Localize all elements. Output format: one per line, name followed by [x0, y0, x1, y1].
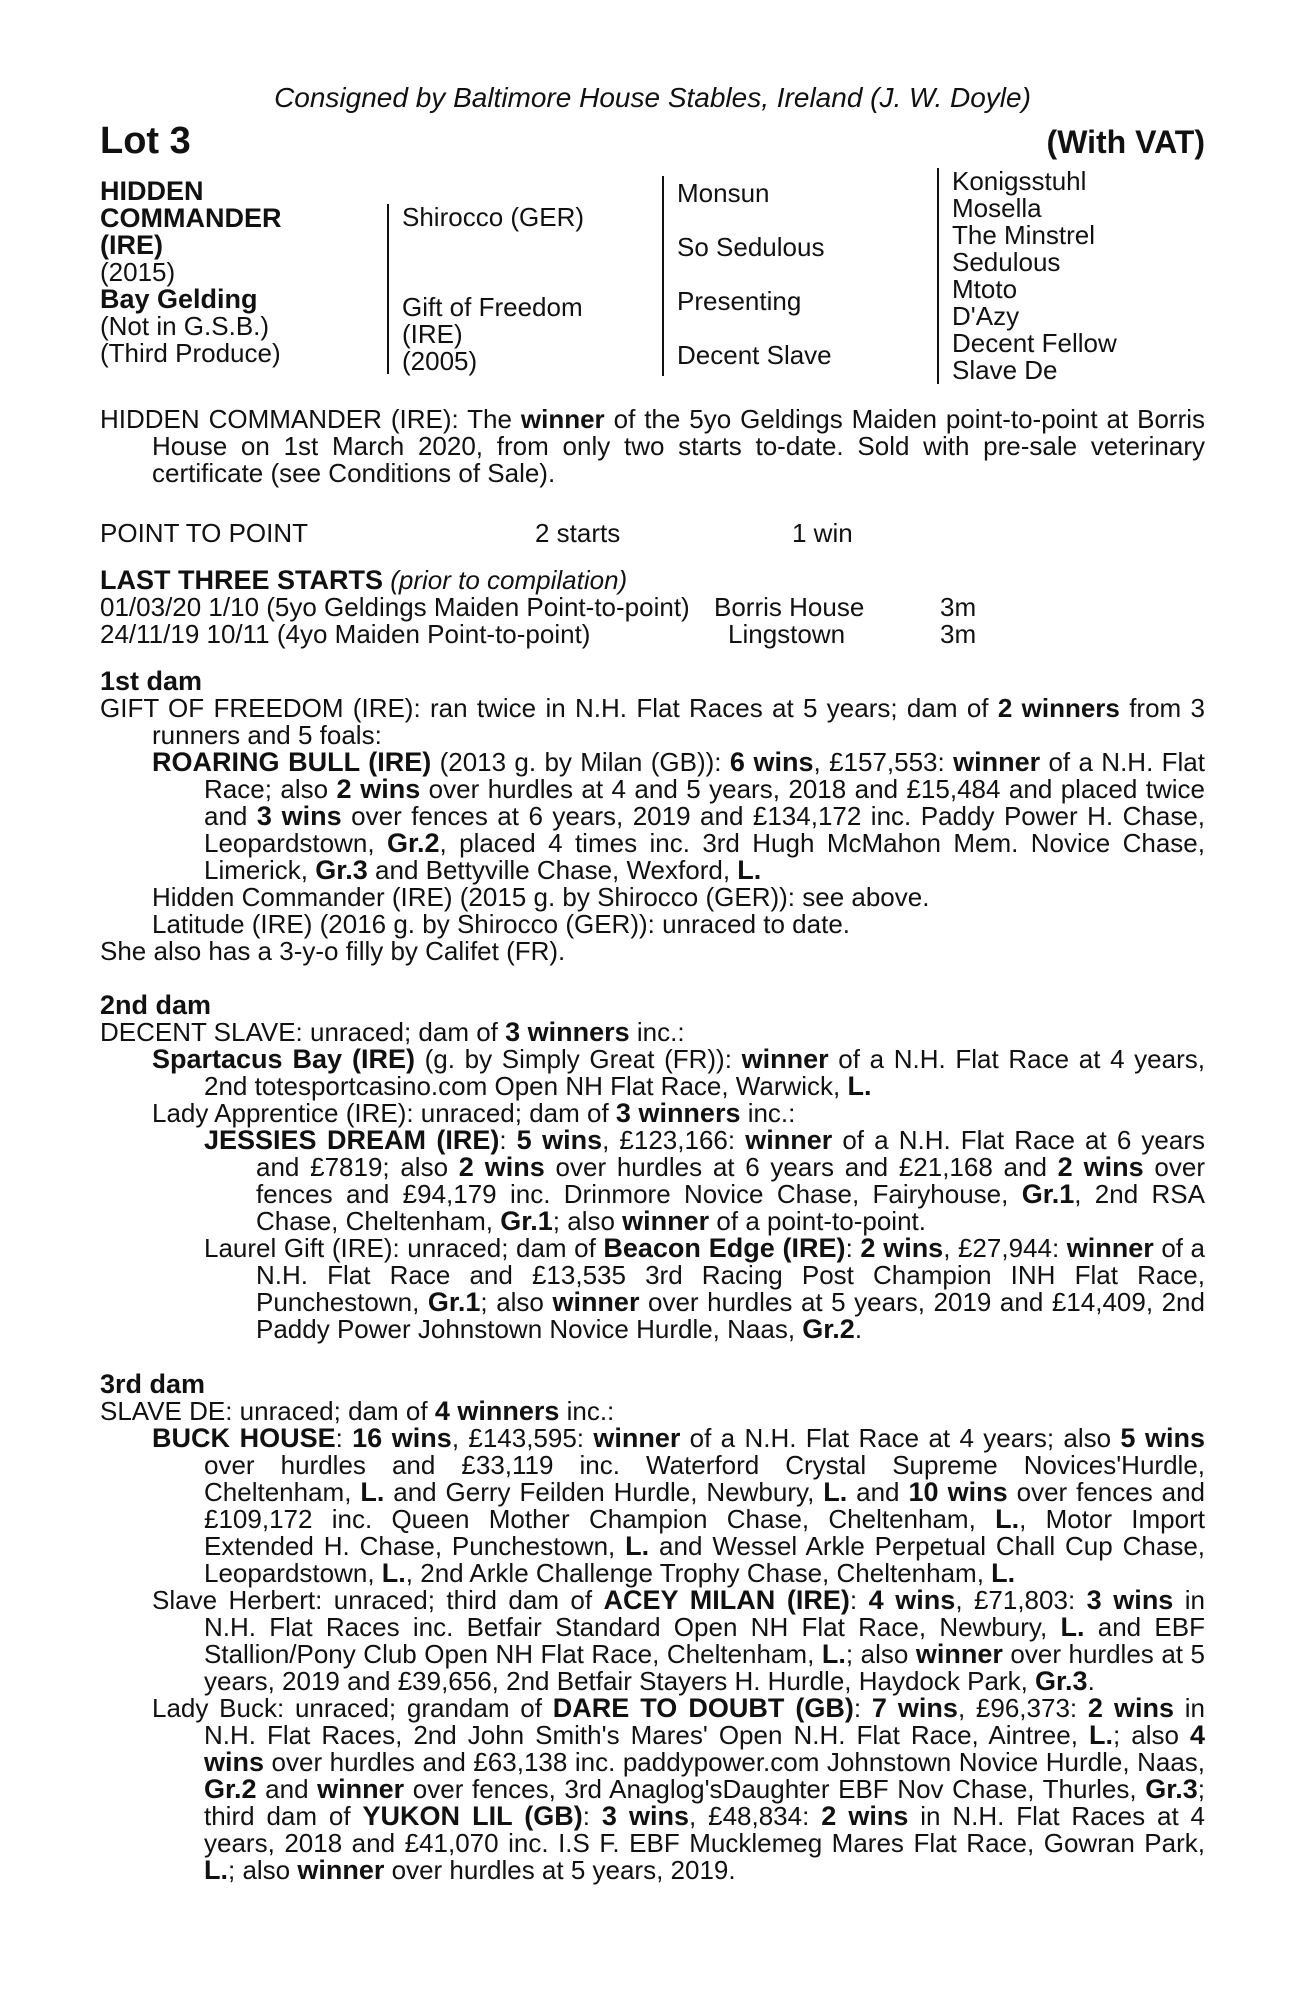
text-run: , £143,595: [451, 1423, 594, 1453]
text-run: 3m [940, 619, 977, 649]
text-run: over fences and £94,179 inc. Drinmore Novice Chase, Fairyhouse, [256, 1152, 1205, 1209]
grandparent: Decent Slave [677, 340, 832, 370]
text-run: . [1087, 1666, 1095, 1696]
grandparent: Monsun [677, 178, 770, 208]
text-run: L. [821, 1639, 846, 1669]
text-run: winner [297, 1855, 385, 1885]
record-starts: 2 starts [535, 518, 621, 548]
text-run: Laurel Gift (IRE): unraced; dam of [204, 1233, 604, 1263]
text-run: winner [741, 1044, 829, 1074]
text-paragraph [100, 406, 1205, 487]
dam-line: Gift of Freedom [402, 292, 583, 322]
text-run: of a N.H. Flat Race at 4 years, 2nd totesportcasino.com Open NH Flat Race, Warwick, [204, 1044, 1205, 1101]
text-run: winner [520, 404, 605, 434]
text-run: 3m [940, 592, 977, 622]
pedigree-table [100, 168, 1205, 390]
progeny-entry [100, 1695, 1205, 1884]
text-run: Beacon Edge (IRE) [603, 1233, 846, 1263]
text-run: 16 wins [352, 1423, 452, 1453]
text-run: L. [847, 1071, 872, 1101]
text-run: 5 wins [516, 1125, 603, 1155]
gsb-note: (Not in G.S.B.) [100, 311, 270, 341]
text-run: Gr.1 [1021, 1179, 1075, 1209]
text-run: : [853, 1693, 872, 1723]
text-run: 2 wins [458, 1152, 545, 1182]
great-grandparent: Decent Fellow [952, 328, 1117, 358]
pedigree-divider [937, 168, 939, 384]
text-run: winner [915, 1639, 1003, 1669]
text-run: 2 winners [997, 693, 1120, 723]
text-run: over hurdles at 4 and 5 years, 2018 and £15,484 and placed twice and [204, 774, 1205, 831]
text-run: SLAVE DE: unraced; dam of [100, 1396, 435, 1426]
text-run: over fences and £109,172 inc. Queen Mother Champion Chase, Cheltenham, [204, 1477, 1206, 1534]
text-run: 3 wins [256, 801, 342, 831]
section-heading: LAST THREE STARTS [100, 565, 383, 595]
section-heading: 3rd dam [100, 1369, 206, 1399]
progeny-entry [100, 1235, 1205, 1343]
text-run: BUCK HOUSE [152, 1423, 336, 1453]
text-run: 4 wins [868, 1585, 956, 1615]
third-dam-section [100, 1371, 1205, 1884]
foaling-year: (2015) [100, 257, 176, 287]
text-run: of a point-to-point. [709, 1206, 926, 1236]
text-run: L. [995, 1504, 1020, 1534]
race-record [100, 518, 1205, 548]
text-run: 4 winners [434, 1396, 560, 1426]
great-grandparent: Konigsstuhl [952, 166, 1087, 196]
text-run: Lady Buck: unraced; grandam of [152, 1693, 553, 1723]
great-grandparent: Mosella [952, 193, 1042, 223]
consignor-line: Consigned by Baltimore House Stables, Ireland (J. W. Doyle) [274, 82, 1031, 113]
start-row [100, 621, 1205, 648]
text-run: ; third dam of [204, 1774, 1205, 1831]
text-run: ; also [228, 1855, 298, 1885]
text-run: ACEY MILAN (IRE) [603, 1585, 850, 1615]
text-run: , £123,166: [602, 1125, 746, 1155]
last-three-starts [100, 567, 1205, 648]
text-run: Gr.3 [315, 855, 368, 885]
text-run: 4 wins [204, 1720, 1205, 1777]
text-run: over hurdles at 6 years and £21,168 and [544, 1152, 1058, 1182]
sire: Shirocco (GER) [402, 202, 585, 232]
text-run: in N.H. Flat Races, 2nd John Smith's Mares' Open N.H. Flat Race, Aintree, [204, 1693, 1205, 1750]
text-run: L. [991, 1558, 1016, 1588]
great-grandparent: Sedulous [952, 247, 1061, 277]
text-run: : [499, 1125, 517, 1155]
text-run: (prior to compilation) [390, 565, 628, 595]
horse-details [100, 178, 282, 367]
text-run: (2013 g. by Milan (GB)): [431, 747, 730, 777]
text-run: 2 wins [336, 774, 421, 804]
text-run: and Gerry Feilden Hurdle, Newbury, [384, 1477, 824, 1507]
text-run: winner [1066, 1233, 1154, 1263]
text-run: in N.H. Flat Races at 4 years, 2018 and £41,070 inc. I.S F. EBF Mucklemeg Mares Flat Race, Gowran Park, [204, 1801, 1206, 1858]
intro-paragraph [100, 406, 1205, 487]
grandparent: So Sedulous [677, 232, 825, 262]
text-run: ; also [845, 1639, 916, 1669]
text-run: over hurdles and £63,138 inc. paddypower.com Johnstown Novice Hurdle, Naas, [264, 1747, 1205, 1777]
progeny-entry: Hidden Commander (IRE) (2015 g. by Shirocco (GER)): see above. [152, 882, 930, 912]
text-run: , 2nd RSA Chase, Cheltenham, [256, 1179, 1205, 1236]
text-run: inc.: [629, 1017, 685, 1047]
second-dam-section [100, 992, 1205, 1343]
text-run: winner [317, 1774, 405, 1804]
section-heading: 2nd dam [100, 990, 212, 1020]
grandparent: Presenting [677, 286, 802, 316]
horse-name-line: HIDDEN [100, 176, 204, 206]
great-grandparent: D'Azy [952, 301, 1020, 331]
progeny-entry: Latitude (IRE) (2016 g. by Shirocco (GER)): unraced to date. [152, 909, 851, 939]
text-run: : [335, 1423, 353, 1453]
text-run: 3 wins [1086, 1585, 1174, 1615]
text-run: of a N.H. Flat Race and £13,535 3rd Racing Post Champion INH Flat Race, Punchestown, [256, 1233, 1206, 1317]
text-run: winner [622, 1206, 710, 1236]
text-run: ; also [1112, 1720, 1190, 1750]
text-run: , £48,834: [689, 1801, 822, 1831]
text-run: over hurdles at 5 years, 2019 and £39,656, 2nd Betfair Stayers H. Hurdle, Haydock Park, [204, 1639, 1206, 1696]
text-run: Gr.1 [427, 1287, 481, 1317]
text-run: Gr.2 [386, 828, 440, 858]
start-row [100, 594, 1205, 621]
record-wins: 1 win [792, 518, 853, 548]
text-run: , £71,803: [955, 1585, 1087, 1615]
pedigree-divider [662, 176, 664, 376]
text-run: , £27,944: [943, 1233, 1067, 1263]
vat-note: (With VAT) [1046, 124, 1205, 160]
text-run: of the 5yo Geldings Maiden point-to-point at Borris House on 1st March 2020, from only two starts to-date. Sold with pre-sale veterinary certificate (see Conditions of Sale). [152, 404, 1206, 488]
text-run: , Motor Import Extended H. Chase, Punchestown, [204, 1504, 1205, 1561]
text-run: 2 wins [860, 1233, 944, 1263]
text-run: ROARING BULL (IRE) [152, 747, 432, 777]
text-run: Gr.3 [1035, 1666, 1088, 1696]
great-grandparent: The Minstrel [952, 220, 1096, 250]
text-run: L. [381, 1558, 406, 1588]
progeny-entry [100, 1100, 1205, 1127]
text-run: from 3 runners and 5 foals: [152, 693, 1205, 750]
text-run: 3 winners [615, 1098, 741, 1128]
text-run: over hurdles and £33,119 inc. Waterford Crystal Supreme Novices'Hurdle, Cheltenham, [204, 1450, 1205, 1507]
text-run: inc.: [559, 1396, 615, 1426]
horse-name-line: (IRE) [100, 230, 163, 260]
section-heading: 1st dam [100, 666, 203, 696]
text-run: 10 wins [908, 1477, 1008, 1507]
text-run: Slave Herbert: unraced; third dam of [152, 1585, 604, 1615]
text-run: winner [593, 1423, 681, 1453]
text-run: winner [552, 1287, 640, 1317]
great-grandparent: Slave De [952, 355, 1058, 385]
produce-note: (Third Produce) [100, 338, 281, 368]
horse-sex-colour: Bay Gelding [100, 284, 258, 314]
dam-entry [100, 695, 1205, 749]
text-run: , £157,553: [813, 747, 954, 777]
dam-line: (IRE) [402, 319, 463, 349]
text-run: 2 wins [821, 1801, 909, 1831]
text-run: Borris House [714, 592, 865, 622]
text-run: of a N.H. Flat Race; also [204, 747, 1205, 804]
text-run: L. [1088, 1720, 1113, 1750]
text-run: Gr.2 [204, 1774, 257, 1804]
dam-line: (2005) [402, 346, 478, 376]
record-label: POINT TO POINT [100, 518, 309, 548]
text-run: 01/03/20 1/10 (5yo Geldings Maiden Point-to-point) [100, 592, 690, 622]
text-run: over hurdles at 5 years, 2019. [384, 1855, 736, 1885]
text-run: over hurdles at 5 years, 2019 and £14,409, 2nd Paddy Power Johnstown Novice Hurdle, Naas, [256, 1287, 1205, 1344]
text-run: 3 winners [505, 1017, 630, 1047]
text-run: . [854, 1314, 863, 1344]
text-run: (g. by Simply Great (FR)): [414, 1044, 742, 1074]
text-run: over fences, 3rd Anaglog'sDaughter EBF Nov Chase, Thurles, [404, 1774, 1146, 1804]
text-run: GIFT OF FREEDOM (IRE): ran twice in N.H. Flat Races at 5 years; dam of [100, 693, 998, 723]
text-run: , 2nd Arkle Challenge Trophy Chase, Cheltenham, [405, 1558, 992, 1588]
text-run: : [845, 1233, 861, 1263]
lot-number: Lot 3 [100, 120, 191, 162]
text-run: ; also [552, 1206, 623, 1236]
text-run: 2 wins [1087, 1693, 1174, 1723]
text-paragraph [100, 567, 1205, 594]
progeny-entry [100, 1046, 1205, 1100]
text-run: JESSIES DREAM (IRE) [204, 1125, 500, 1155]
dam-entry [100, 1019, 1205, 1046]
progeny-entry [100, 1425, 1205, 1587]
text-run: inc.: [740, 1098, 796, 1128]
text-run: Gr.2 [802, 1314, 855, 1344]
text-run: DARE TO DOUBT (GB) [552, 1693, 854, 1723]
text-run: 2 wins [1057, 1152, 1144, 1182]
text-run: and Bettyville Chase, Wexford, [367, 855, 738, 885]
lot-header [100, 120, 1205, 164]
text-run: Spartacus Bay (IRE) [152, 1044, 415, 1074]
text-run: and [256, 1774, 318, 1804]
text-run: over fences at 6 years, 2019 and £134,172 inc. Paddy Power H. Chase, Leopardstown, [204, 801, 1205, 858]
text-run: L. [360, 1477, 385, 1507]
text-run: L. [204, 1855, 228, 1885]
text-run: 24/11/19 10/11 (4yo Maiden Point-to-point) [100, 619, 591, 649]
text-run: , £96,373: [957, 1693, 1088, 1723]
progeny-entry [100, 1127, 1205, 1235]
text-run: in N.H. Flat Races inc. Betfair Standard Open NH Flat Race, Newbury, [204, 1585, 1205, 1642]
text-run: winner [745, 1125, 833, 1155]
text-run: Gr.3 [1145, 1774, 1198, 1804]
text-run: 6 wins [729, 747, 814, 777]
text-run: 5 wins [1120, 1423, 1206, 1453]
text-run: Lady Apprentice (IRE): unraced; dam of [152, 1098, 616, 1128]
great-grandparent: Mtoto [952, 274, 1018, 304]
text-run: , placed 4 times inc. 3rd Hugh McMahon Mem. Novice Chase, Limerick, [204, 828, 1205, 885]
text-run: 7 wins [871, 1693, 958, 1723]
text-run: of a N.H. Flat Race at 4 years; also [680, 1423, 1121, 1453]
horse-name-line: COMMANDER [100, 203, 282, 233]
progeny-entry [100, 749, 1205, 884]
text-run: : [582, 1801, 602, 1831]
text-run: Gr.1 [500, 1206, 553, 1236]
text-run: 3 wins [601, 1801, 690, 1831]
text-run: L. [823, 1477, 848, 1507]
first-dam-section [100, 668, 1205, 965]
text-run: HIDDEN COMMANDER (IRE): The [100, 404, 521, 434]
text-run: Lingstown [728, 619, 846, 649]
text-run: ; also [480, 1287, 553, 1317]
text-run: and [847, 1477, 909, 1507]
text-run: L. [1060, 1612, 1085, 1642]
text-run: and Wessel Arkle Perpetual Chall Cup Chase, Leopardstown, [204, 1531, 1205, 1588]
text-run: : [849, 1585, 869, 1615]
pedigree-divider [387, 204, 389, 374]
text-run: L. [625, 1531, 650, 1561]
text-run: DECENT SLAVE: unraced; dam of [100, 1017, 506, 1047]
dam-note: She also has a 3-y-o filly by Califet (FR). [100, 936, 566, 966]
text-run: of a N.H. Flat Race at 6 years and £7819; also [256, 1125, 1205, 1182]
text-run: L. [737, 855, 762, 885]
dam-entry [100, 1398, 1205, 1425]
progeny-entry [100, 1587, 1205, 1695]
text-run: winner [953, 747, 1041, 777]
text-run: YUKON LIL (GB) [362, 1801, 583, 1831]
text-run: and EBF Stallion/Pony Club Open NH Flat Race, Cheltenham, [204, 1612, 1205, 1669]
